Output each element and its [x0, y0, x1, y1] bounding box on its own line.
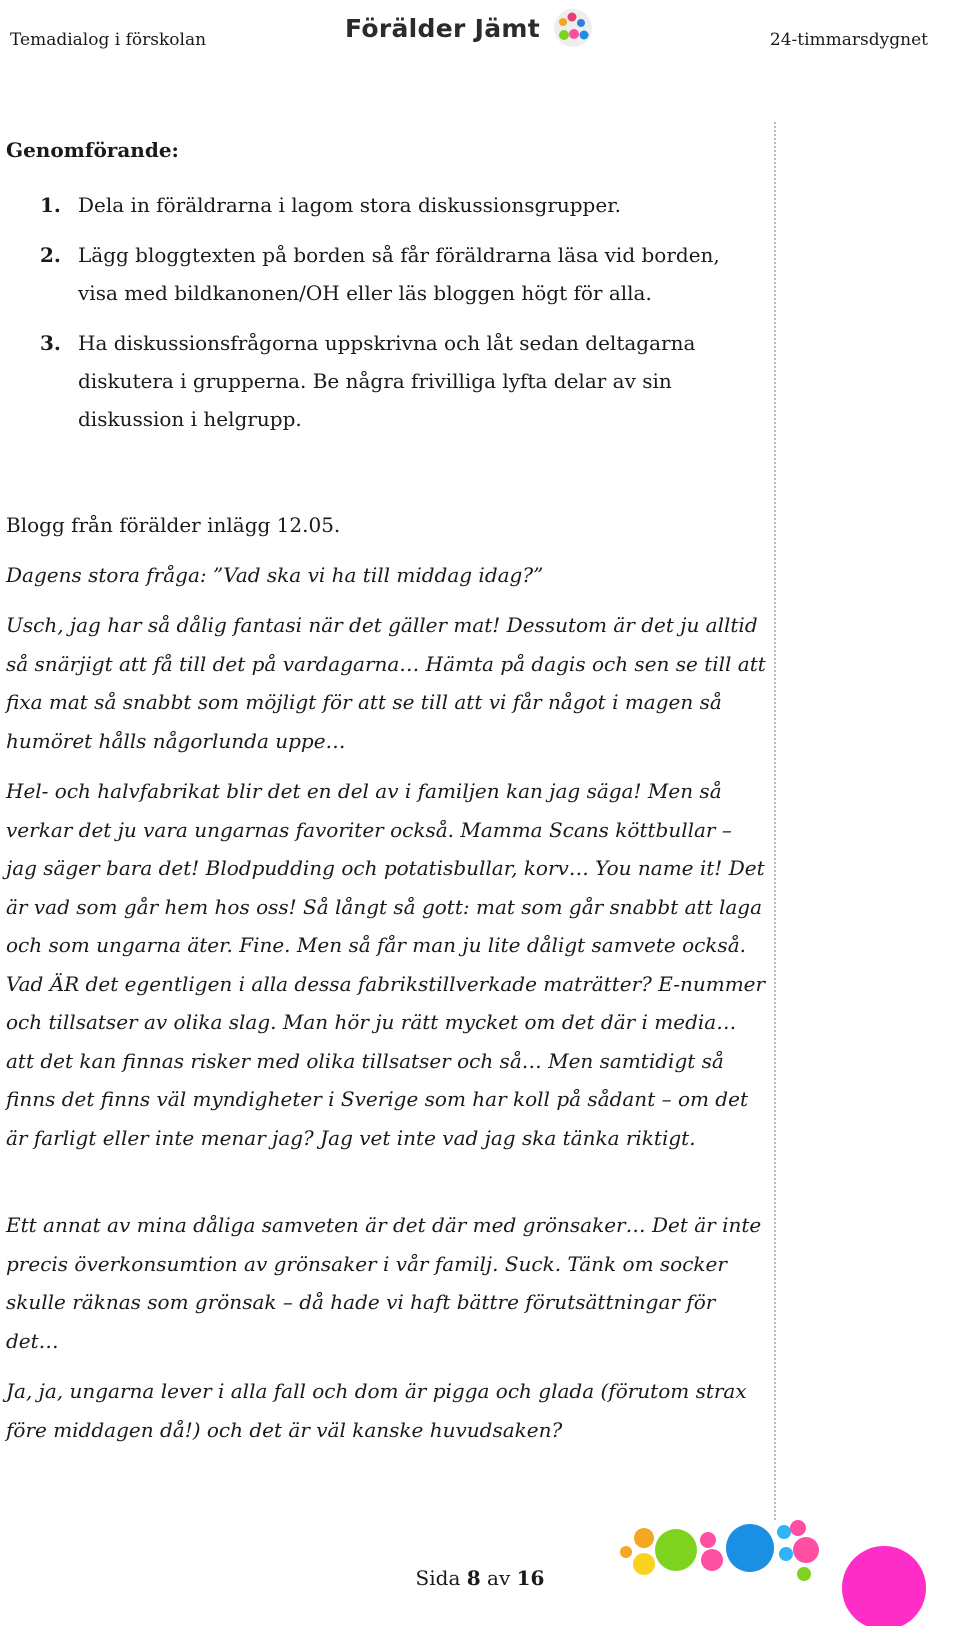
blog-paragraph: Hel- och halvfabrikat blir det en del av i familjen kan jag säga! Men så verkar det ju vara ungarnas favoriter också. Mamma Scans köttbullar – jag säger bara det! Blodpudding och potatisbullar, korv… You name it! Det är vad som går hem hos oss! Så långt så gott: mat som går snabbt att laga och som ungarna äter. Fine. Men så får man ju lite dåligt samvete också. Vad ÄR det egentligen i alla dessa fabrikstillverkade maträtter? E-nummer och tillsatser av olika slag. Man hör ju rätt mycket om det där i media… att det kan finnas risker med olika tillsatser och så… Men samtidigt så finns det finns väl myndigheter i Sverige som har koll på sådant – om det är farligt eller inte menar jag? Jag vet inte vad jag ska tänka riktigt.: [6, 779, 766, 1150]
decor-dot: [701, 1549, 723, 1571]
decor-dot: [700, 1532, 716, 1548]
blog-paragraph: Usch, jag har så dålig fantasi när det gäller mat! Dessutom är det ju alltid så snärjigt att få till det på vardagarna… Hämta på dagis och sen se till att fixa mat så snabbt som möjligt för att se till att vi får något i magen så humöret hålls någorlunda uppe…: [6, 613, 766, 753]
section-heading: Genomförande:: [6, 138, 179, 162]
decor-dot: [793, 1537, 819, 1563]
decor-dot: [620, 1546, 632, 1558]
list-number: 1.: [40, 193, 61, 217]
blog-title: Blogg från förälder inlägg 12.05.: [6, 513, 341, 537]
brand-header: [345, 8, 596, 48]
decor-dot: [779, 1547, 793, 1561]
margin-divider: [774, 122, 776, 1520]
list-item: [40, 236, 760, 312]
list-item-text: Lägg bloggtexten på borden så får föräldrarna läsa vid borden, visa med bildkanonen/OH eller läs bloggen högt för alla.: [78, 243, 720, 305]
list-number: 3.: [40, 331, 61, 355]
decorative-dots-icon: [620, 1518, 960, 1626]
blog-question: Dagens stora fråga: ”Vad ska vi ha till middag idag?”: [6, 563, 544, 587]
brand-name: Förälder Jämt: [345, 13, 540, 43]
current-page: 8: [466, 1566, 481, 1590]
page-of-label: av: [487, 1566, 511, 1590]
page-label: Sida: [415, 1566, 461, 1590]
list-number: 2.: [40, 243, 61, 267]
decor-dot: [634, 1528, 654, 1548]
decor-dot: [790, 1520, 806, 1536]
decor-dot: [777, 1525, 791, 1539]
list-item-text: Dela in föräldrarna i lagom stora diskussionsgrupper.: [78, 193, 621, 217]
list-item-text: Ha diskussionsfrågorna uppskrivna och låt sedan deltagarna diskutera i grupperna. Be några frivilliga lyfta delar av sin diskussion i helgrupp.: [78, 331, 696, 431]
blog-paragraph: Ett annat av mina dåliga samveten är det där med grönsaker… Det är inte precis överkonsumtion av grönsaker i vår familj. Suck. Tänk om socker skulle räknas som grönsak – då hade vi haft bättre förutsättningar för det…: [6, 1213, 762, 1353]
decor-dot: [842, 1546, 926, 1626]
decor-dot: [655, 1529, 697, 1571]
list-item: [40, 186, 760, 224]
blog-paragraph: Ja, ja, ungarna lever i alla fall och dom är pigga och glada (förutom strax före middagen då!) och det är väl kanske huvudsaken?: [6, 1379, 747, 1442]
header-document-series: Temadialog i förskolan: [10, 30, 207, 50]
decor-dot: [797, 1567, 811, 1581]
total-pages: 16: [516, 1566, 545, 1590]
steps-list: [40, 186, 760, 450]
decor-dot: [633, 1553, 655, 1575]
list-item: [40, 324, 760, 438]
decor-dot: [726, 1524, 774, 1572]
header-topic: 24-timmarsdygnet: [769, 30, 928, 50]
brand-logo-icon: [550, 8, 596, 48]
